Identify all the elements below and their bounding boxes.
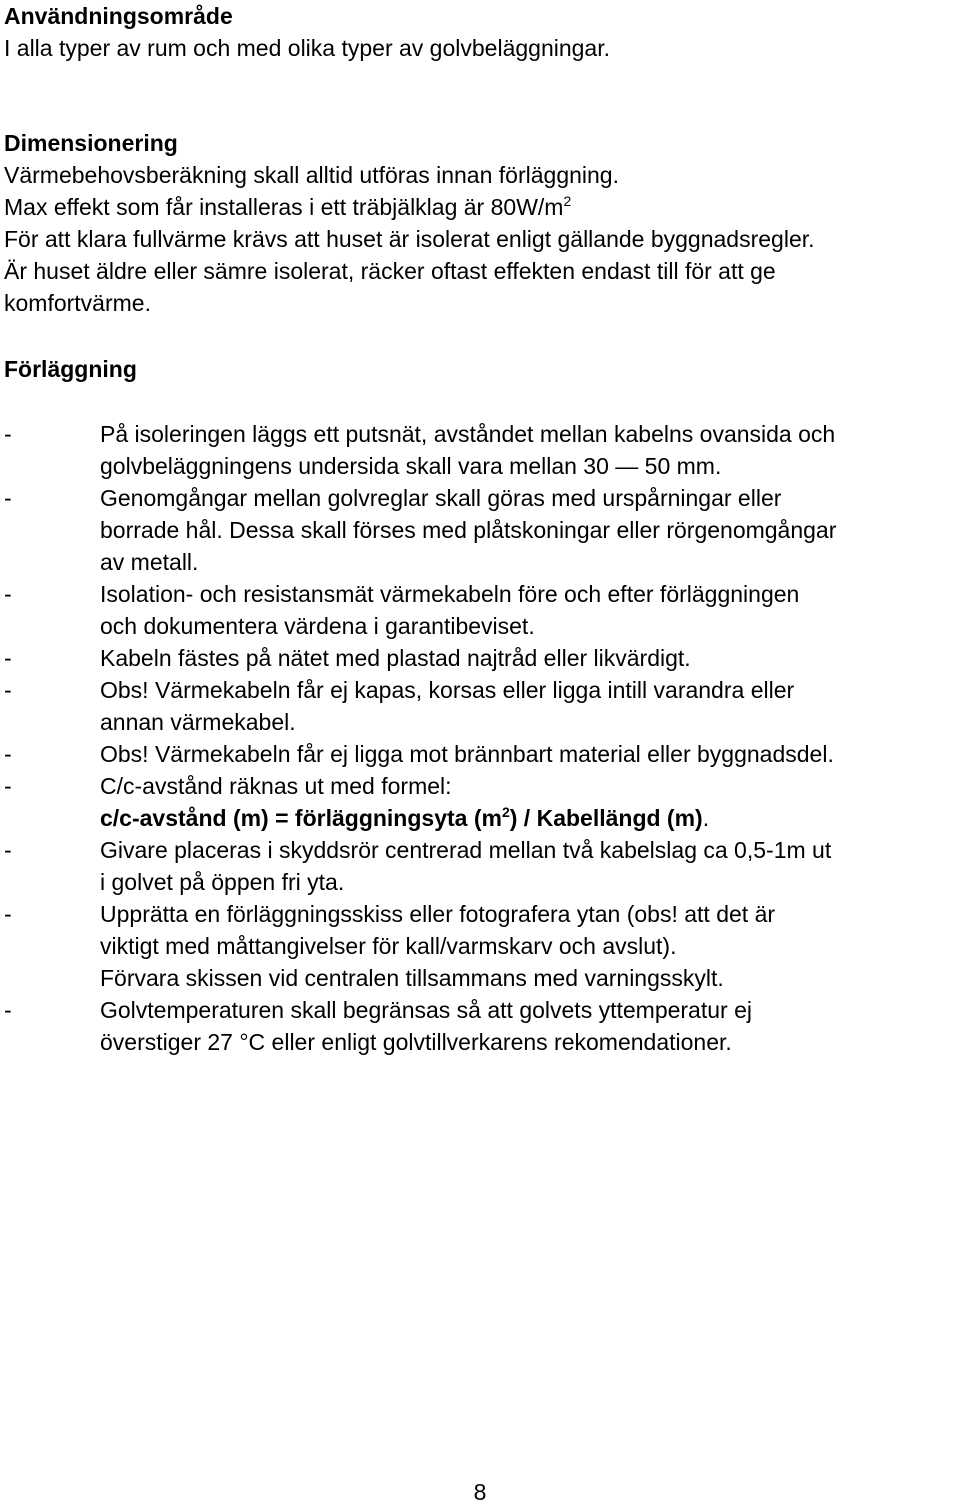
list-item xyxy=(4,482,960,578)
heading-dimensionering: Dimensionering xyxy=(4,130,178,156)
formula-text-a: c/c-avstånd (m) = förläggningsyta (m xyxy=(100,805,502,831)
list-item-line: Isolation- och resistansmät värmekabeln före och efter förläggningen xyxy=(100,581,800,607)
list-item xyxy=(4,674,960,738)
heading-anvandningsomrade: Användningsområde xyxy=(4,3,233,29)
list-item xyxy=(4,642,960,674)
formula-period: . xyxy=(702,805,710,831)
paragraph-line-with-superscript xyxy=(4,191,956,223)
list-item-line: och dokumentera värdena i garantibeviset. xyxy=(100,613,535,639)
list-dash: - xyxy=(4,837,12,863)
list-item-line: överstiger 27 °C eller enligt golvtillverkarens rekomendationer. xyxy=(100,1029,732,1055)
list-item xyxy=(4,418,960,482)
list-item-line: Förvara skissen vid centralen tillsammans med varningsskylt. xyxy=(100,965,724,991)
list-item-line: På isoleringen läggs ett putsnät, avståndet mellan kabelns ovansida och xyxy=(100,421,836,447)
formula-text-b: ) / Kabellängd (m) xyxy=(509,805,703,831)
list-item-line: Genomgångar mellan golvreglar skall göras med urspårningar eller xyxy=(100,485,782,511)
list-item-line: Golvtemperaturen skall begränsas så att golvets yttemperatur ej xyxy=(100,997,752,1023)
list-dash: - xyxy=(4,421,12,447)
list-item xyxy=(4,834,960,898)
section-anvandningsomrade xyxy=(4,0,956,64)
list-item xyxy=(4,738,960,770)
list-item xyxy=(4,578,960,642)
page-number: 8 xyxy=(473,1479,487,1505)
list-item-line: i golvet på öppen fri yta. xyxy=(100,869,345,895)
paragraph-line: Är huset äldre eller sämre isolerat, räcker oftast effekten endast till för att ge xyxy=(4,258,776,284)
list-item-line: Kabeln fästes på nätet med plastad najtråd eller likvärdigt. xyxy=(100,645,691,671)
list-item-line: Upprätta en förläggningsskiss eller fotografera ytan (obs! att det är xyxy=(100,901,776,927)
list-dash: - xyxy=(4,677,12,703)
list-item-line: annan värmekabel. xyxy=(100,709,296,735)
paragraph-line: Värmebehovsberäkning skall alltid utföras innan förläggning. xyxy=(4,162,619,188)
list-dash: - xyxy=(4,485,12,511)
list-dash: - xyxy=(4,773,12,799)
formula-line xyxy=(100,802,960,834)
paragraph-line: För att klara fullvärme krävs att huset är isolerat enligt gällande byggnadsregler. xyxy=(4,226,815,252)
paragraph-line: I alla typer av rum och med olika typer av golvbeläggningar. xyxy=(4,35,610,61)
list-item-line: borrade hål. Dessa skall förses med plåtskoningar eller rörgenomgångar xyxy=(100,517,837,543)
list-dash: - xyxy=(4,645,12,671)
list-item-line: golvbeläggningens undersida skall vara mellan 30 — 50 mm. xyxy=(100,453,722,479)
list-item-line: Obs! Värmekabeln får ej kapas, korsas eller ligga intill varandra eller xyxy=(100,677,795,703)
list-item-line: viktigt med måttangivelser för kall/varmskarv och avslut). xyxy=(100,933,677,959)
section-dimensionering xyxy=(4,127,956,319)
list-dash: - xyxy=(4,901,12,927)
list-dash: - xyxy=(4,581,12,607)
heading-forlaggning: Förläggning xyxy=(4,356,137,382)
superscript-2: 2 xyxy=(563,193,572,209)
list-dash: - xyxy=(4,741,12,767)
list-item xyxy=(4,994,960,1058)
list-item-formula xyxy=(4,770,960,834)
list-dash: - xyxy=(4,997,12,1023)
paragraph-line: komfortvärme. xyxy=(4,290,151,316)
list-item-line: C/c-avstånd räknas ut med formel: xyxy=(100,773,452,799)
section-forlaggning xyxy=(4,353,956,385)
list-item-line: Obs! Värmekabeln får ej ligga mot brännbart material eller byggnadsdel. xyxy=(100,741,834,767)
formula-superscript: 2 xyxy=(501,804,510,820)
list-item-line: av metall. xyxy=(100,549,199,575)
installation-list xyxy=(4,418,960,1058)
list-item-line: Givare placeras i skyddsrör centrerad mellan två kabelslag ca 0,5-1m ut xyxy=(100,837,832,863)
list-item xyxy=(4,898,960,994)
paragraph-text: Max effekt som får installeras i ett träbjälklag är 80W/m xyxy=(4,194,564,220)
